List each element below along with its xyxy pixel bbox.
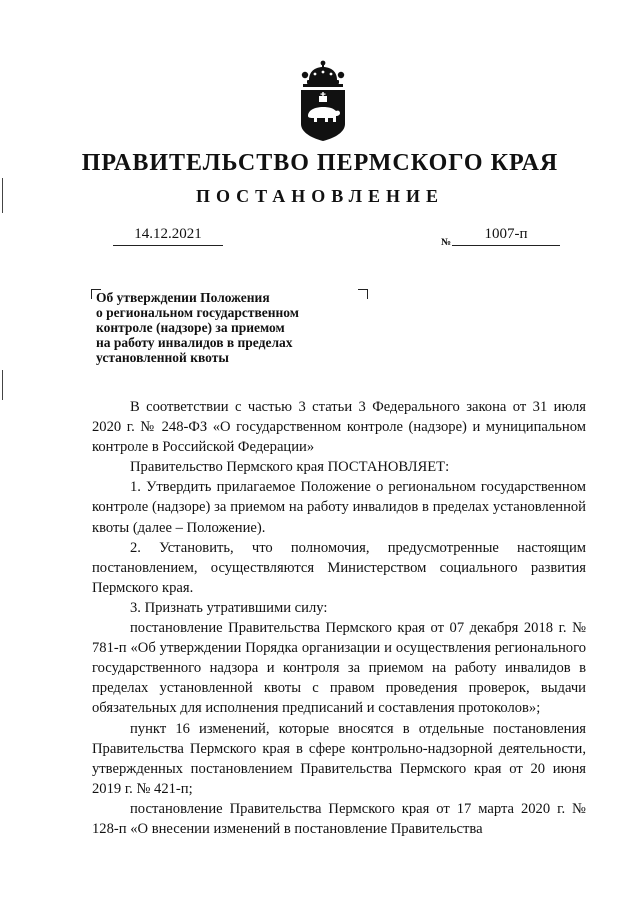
body-paragraph: Правительство Пермского края ПОСТАНОВЛЯЕТ: [130, 459, 450, 476]
subject-corner-mark [358, 289, 368, 299]
body-paragraph: 1. Утвердить прилагаемое Положение о региональном государственном контроле (надзоре) за приемом на работу инвалидов в пределах установленной квоты (далее – Положение). [92, 479, 586, 536]
subject-line: на работу инвалидов в пределах [96, 335, 293, 350]
margin-mark [2, 370, 3, 400]
perm-krai-coat-of-arms-icon [295, 58, 351, 142]
body-paragraph: В соответствии с частью 3 статьи 3 Федерального закона от 31 июля 2020 г. № 248-ФЗ «О государственном контроле (надзоре) и муниципальном контроле в Российской Федерации» [92, 399, 586, 456]
body-paragraph: пункт 16 изменений, которые вносятся в отдельные постановления Правительства Пермского края в сфере контрольно-надзорной деятельности, утвержденных постановлением Правительства Пермского края от 20 июня 2019 г. № 421-п; [92, 720, 586, 797]
number-label: № [441, 237, 452, 248]
government-title: ПРАВИТЕЛЬСТВО ПЕРМСКОГО КРАЯ [81, 150, 559, 176]
document-body [92, 397, 586, 839]
subject-line: о региональном государственном [96, 305, 299, 320]
document-date: 14.12.2021 [113, 226, 223, 246]
document-number: 1007-п [452, 226, 560, 246]
subject-line: установленной квоты [96, 350, 229, 365]
document-type: ПОСТАНОВЛЕНИЕ [195, 186, 445, 206]
document-subject [96, 290, 356, 365]
body-paragraph: 2. Установить, что полномочия, предусмотренные настоящим постановлением, осуществляются Министерством социального развития Пермского края. [92, 539, 586, 596]
body-paragraph: постановление Правительства Пермского края от 17 марта 2020 г. № 128-п «О внесении изменений в постановление Правительства [92, 800, 586, 837]
subject-line: Об утверждении Положения [96, 290, 270, 305]
subject-line: контроле (надзоре) за приемом [96, 320, 285, 335]
body-paragraph: постановление Правительства Пермского края от 07 декабря 2018 г. № 781-п «Об утверждении Порядка организации и осуществления регионального государственного надзора и контроля за приемом на работу инвалидов в пределах установленной квоты с правом проведения проверок, выдачи обязательных для исполнения предписаний и составления протоколов»; [92, 620, 586, 717]
body-paragraph: 3. Признать утратившими силу: [130, 599, 328, 616]
